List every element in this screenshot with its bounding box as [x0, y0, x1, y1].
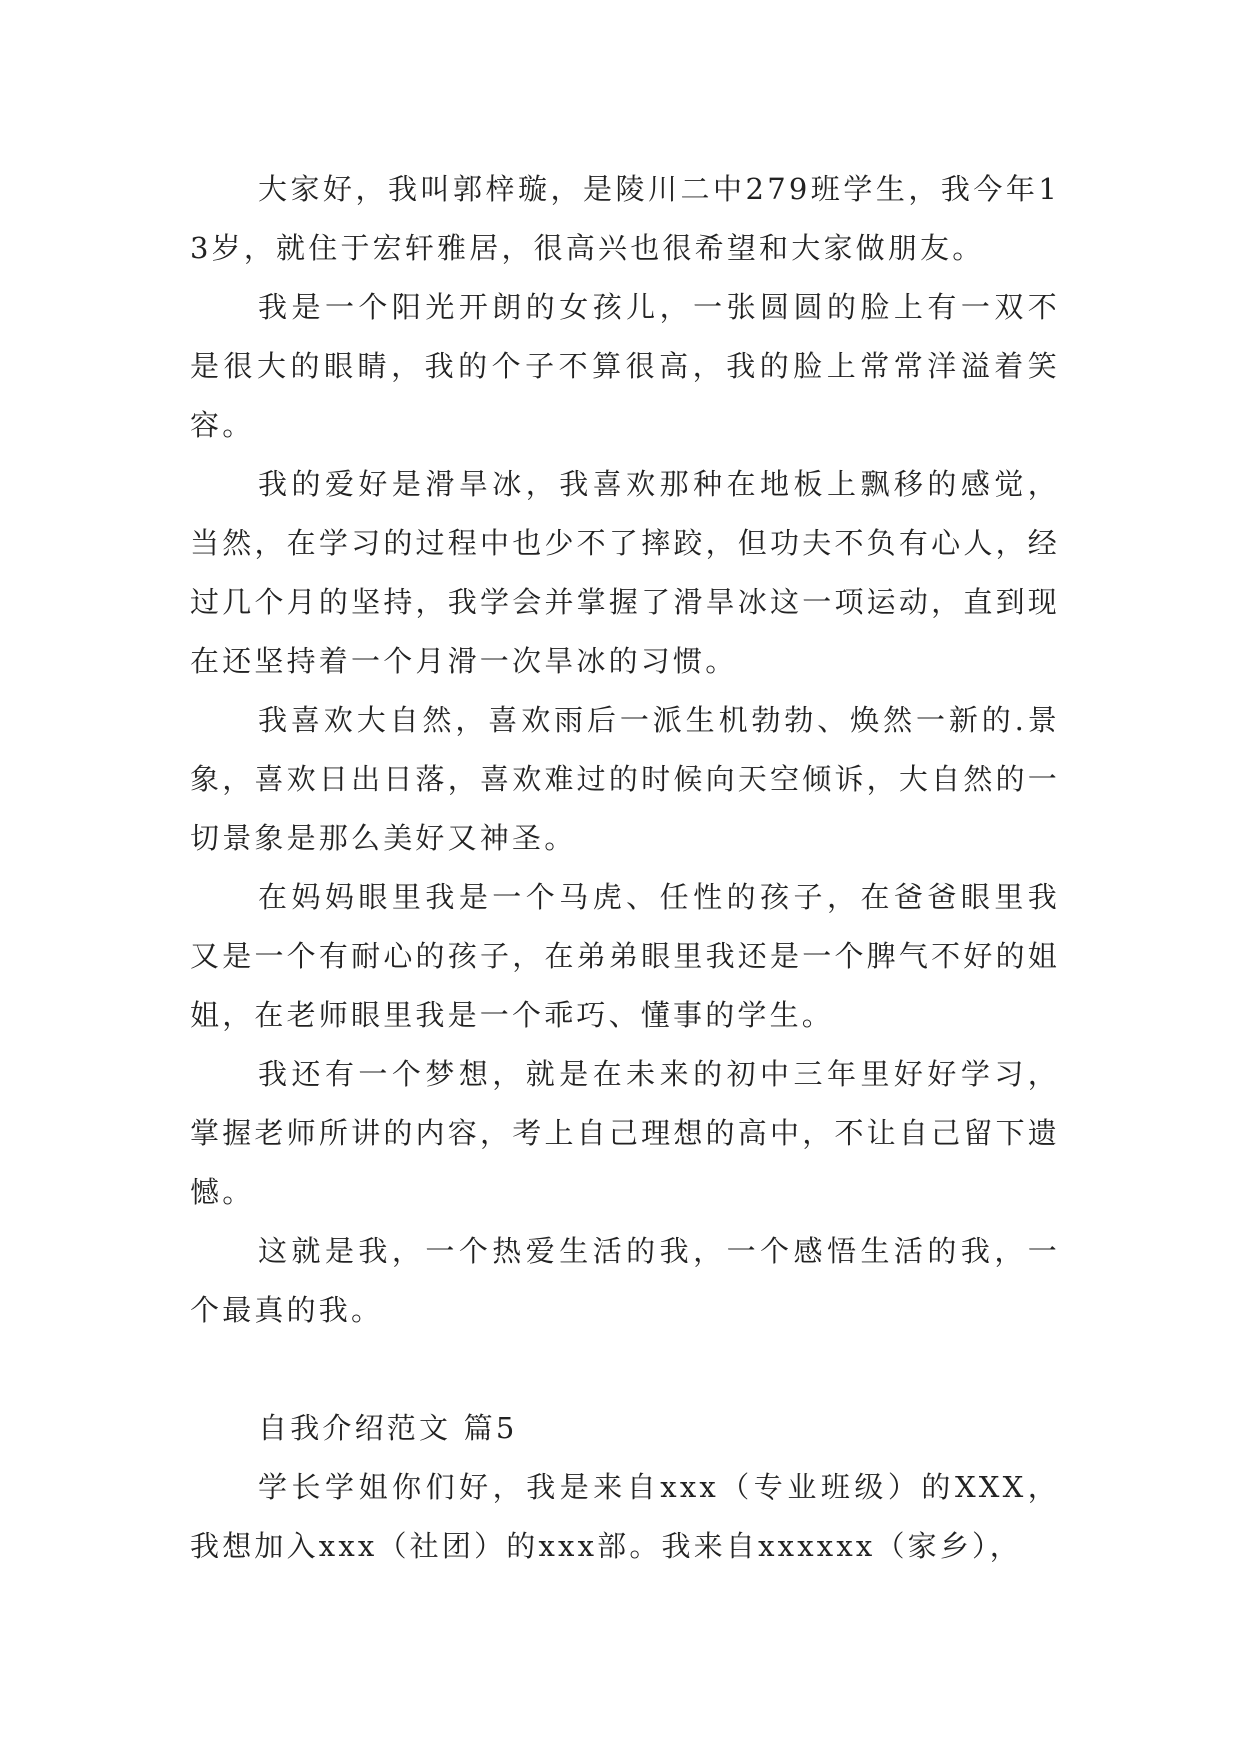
paragraph-4: 我喜欢大自然，喜欢雨后一派生机勃勃、焕然一新的.景象，喜欢日出日落，喜欢难过的时候向天空倾诉，大自然的一切景象是那么美好又神圣。: [190, 703, 1060, 855]
section-paragraph-1: 学长学姐你们好，我是来自xxx（专业班级）的XXX，我想加入xxx（社团）的xxx部。我来自xxxxxx（家乡），: [190, 1470, 1060, 1563]
paragraph-6: 我还有一个梦想，就是在未来的初中三年里好好学习，掌握老师所讲的内容，考上自己理想的高中，不让自己留下遗憾。: [190, 1057, 1060, 1209]
section-spacer: [190, 1340, 1060, 1399]
section-title: 自我介绍范文 篇5: [258, 1411, 518, 1445]
paragraph-5: 在妈妈眼里我是一个马虎、任性的孩子，在爸爸眼里我又是一个有耐心的孩子，在弟弟眼里我还是一个脾气不好的姐姐，在老师眼里我是一个乖巧、懂事的学生。: [190, 880, 1060, 1032]
paragraph-1: 大家好，我叫郭梓璇，是陵川二中279班学生，我今年13岁，就住于宏轩雅居，很高兴也很希望和大家做朋友。: [190, 172, 1060, 265]
paragraph-7: 这就是我，一个热爱生活的我，一个感悟生活的我，一个最真的我。: [190, 1234, 1060, 1327]
paragraph-3: 我的爱好是滑旱冰，我喜欢那种在地板上飘移的感觉，当然，在学习的过程中也少不了摔跤，但功夫不负有心人，经过几个月的坚持，我学会并掌握了滑旱冰这一项运动，直到现在还坚持着一个月滑一次旱冰的习惯。: [190, 467, 1060, 678]
document-body: [190, 160, 1060, 1576]
paragraph-2: 我是一个阳光开朗的女孩儿，一张圆圆的脸上有一双不是很大的眼睛，我的个子不算很高，我的脸上常常洋溢着笑容。: [190, 290, 1060, 442]
